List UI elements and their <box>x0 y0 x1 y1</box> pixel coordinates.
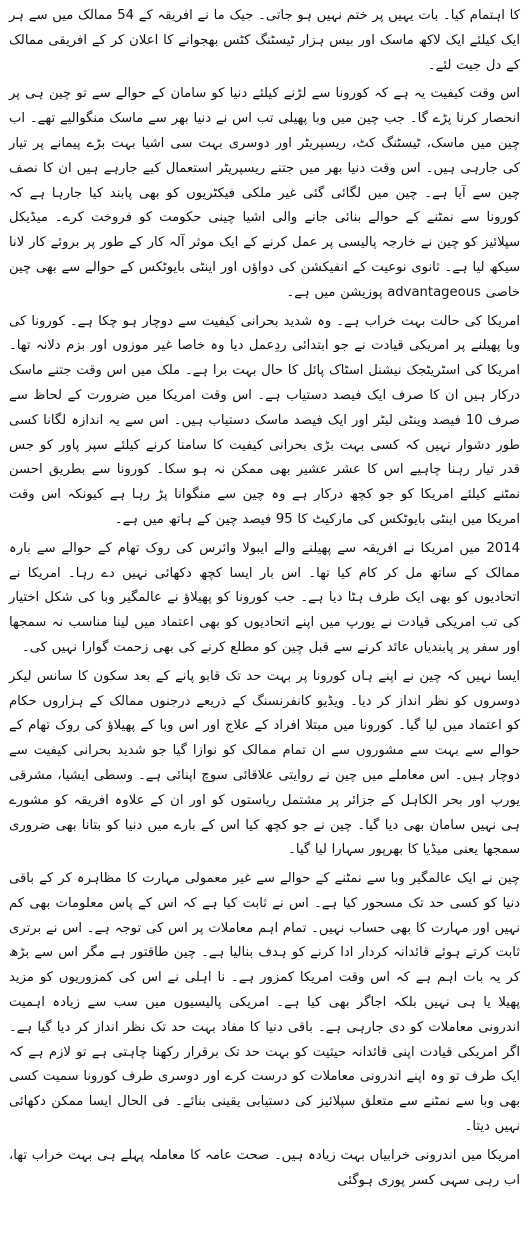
article-paragraph-5: ایسا نہیں کہ چین نے اپنے ہاں کورونا پر بہت حد تک قابو پانے کے بعد سکون کا سانس لیکر دوسروں کو نظر انداز کر دیا۔ ویڈیو کانفرنسنگ کے ذریعے درجنوں ممالک کے ہزاروں حکام کو اعتماد میں لیا گیا۔ کورونا میں مبتلا افراد کے علاج اور اس وبا کے پھیلاؤ کی روک تھام کے حوالے سے بہت سے مشوروں سے ان تمام ممالک کو نوازا گیا جو شدید بحرانی کیفیت سے دوچار ہیں۔ اس معاملے میں چین نے روایتی علاقائی سوچ اپنائی ہے۔ وسطی ایشیا، مشرقی یورپ اور بحر الکاہل کے جزائر پر مشتمل ریاستوں کو اور ان کے علاوہ افریقہ کو مشورے ہی نہیں سامان بھی دیا گیا۔ چین نے جو کچھ کیا اس کے بارے میں دنیا کو بتانا بھی ضروری سمجھا یعنی میڈیا کا بھرپور سہارا لیا گیا۔ <box>9 668 520 858</box>
article-paragraph-4: 2014 میں امریکا نے افریقہ سے پھیلنے والے ایبولا وائرس کی روک تھام کے حوالے سے بارہ ممالک کے ساتھ مل کر کام کیا تھا۔ اس بار ایسا کچھ دکھائی نہیں دے رہا۔ امریکا نے اتحادیوں کو بھی ایک طرف ہٹا دیا ہے۔ جب کورونا کو پھیلاؤ نے عالمگیر وبا کی شکل اختیار کی تب امریکی قیادت نے یورپ میں اپنے اتحادیوں کو بھی اعتماد میں لینا مناسب نہ سمجھا اور سفر پر پابندیاں عائد کرنے سے قبل چین کو مطلع کرنے کی بھی زحمت گوارا نہیں کی۔ <box>9 540 520 655</box>
article-paragraph-3: امریکا کی حالت بہت خراب ہے۔ وہ شدید بحرانی کیفیت سے دوچار ہو چکا ہے۔ کورونا کی وبا پھیلنے پر امریکی قیادت نے جو ابتدائی ردِعمل دیا وہ خاصا غیر موزوں اور بزم دلانہ تھا۔ امریکا کی اسٹریٹجک نیشنل اسٹاک پائل کا حال بہت برا ہے۔ ملک میں اس وقت جتنے ماسک درکار ہیں ان کا صرف ایک فیصد دستیاب ہے۔ اس وقت امریکا میں ضرورت کے لحاظ سے صرف 10 فیصد وینٹی لیٹر اور ایک فیصد ماسک دستیاب ہیں۔ اس سے یہ اندازہ لگانا کسی طور دشوار نہیں کہ کسی بہت بڑی بحرانی کیفیت کا سامنا کرنے کیلئے سپر پاور کو جس قدر تیار رہنا چاہیے اس کا عشر عشیر بھی ممکن نہ ہو سکا۔ کورونا سے بطریق احسن نمٹنے کیلئے امریکا کو جو کچھ درکار ہے وہ چین سے منگوانا پڑ رہا ہے کیونکہ اس وقت امریکا میں اینٹی بایوٹکس کی مارکیٹ کا 95 فیصد چین کے ہاتھ میں ہے۔ <box>9 313 520 527</box>
article-paragraph-2: اس وقت کیفیت یہ ہے کہ کورونا سے لڑنے کیلئے دنیا کو سامان کے حوالے سے تو چین ہی پر انحصار کرنا پڑے گا۔ جب چین میں وبا پھیلی تب اس نے دنیا بھر سے ماسک منگوالیے تھے۔ اب چین میں ماسک، ٹیسٹنگ کٹ، ریسپریٹر اور دوسری بہت سی اشیا بہت بڑے پیمانے پر تیار کی جارہی ہیں۔ اس وقت دنیا بھر میں جتنے ریسپریٹر استعمال کیے جارہے ہیں ان کا نصف چین سے آیا ہے۔ چین میں لگائی گئی غیر ملکی فیکٹریوں کو بھی پابند کیا جارہا ہے کہ کورونا سے نمٹنے کے حوالے بنائی جانے والی اشیا چینی حکومت کو فروخت کرے۔ میڈیکل سپلائیز کو چین نے خارجہ پالیسی پر عمل کرنے کے ایک موثر آلہ کار کے طور پر بروئے کار لانا سیکھ لیا ہے۔ ثانوی نوعیت کے انفیکشن کی دواؤں اور اینٹی بایوٹکس کے حوالے سے بھی چین خاصی advantageous پوزیشن میں ہے۔ <box>9 86 520 300</box>
article-paragraph-7: امریکا میں اندرونی خرابیاں بہت زیادہ ہیں۔ صحت عامہ کا معاملہ پہلے ہی بہت خراب تھا، اب رہی سہی کسر پوری ہوگئی <box>9 1147 520 1188</box>
article-paragraph-1: کا اہتمام کیا۔ بات یہیں پر ختم نہیں ہو جاتی۔ جیک ما نے افریقہ کے 54 ممالک میں سے ہر ایک کیلئے ایک لاکھ ماسک اور بیس ہزار ٹیسٹنگ کٹس بھجوانے کا اعلان کر کے افریقی ممالک کے دل جیت لئے۔ <box>9 8 520 73</box>
article-paragraph-6: چین نے ایک عالمگیر وبا سے نمٹنے کے حوالے سے غیر معمولی مہارت کا مظاہرہ کر کے باقی دنیا کو کسی حد تک مسحور کیا ہے۔ اس نے ثابت کیا ہے کہ اس کے پاس معلومات بھی کم نہیں اور مہارت کا بھی حساب نہیں۔ تمام اہم معاملات پر اس کی توجہ ہے۔ اس نے برتری ثابت کرتے ہوئے قائدانہ کردار ادا کرنے کو ہدف بنالیا ہے۔ چین طاقتور ہے مگر اس سے بڑھ کر یہ بات اہم ہے کہ اس وقت امریکا کمزور ہے۔ نا اہلی نے اس کی کمزوریوں کو مزید پھیلا یا ہی نہیں بلکہ اجاگر بھی کیا ہے۔ امریکی پالیسیوں میں سب سے زیادہ اہمیت اندرونی معاملات کو دی جارہی ہے۔ باقی دنیا کا مفاد بہت حد تک نظر انداز کر دیا گیا ہے۔ اگر امریکی قیادت اپنی قائدانہ حیثیت کو بہت حد تک برقرار رکھنا چاہتی ہے تو لازم ہے کہ ایک طرف تو وہ اپنے اندرونی معاملات کو درست کرے اور دوسری طرف کورونا سمیت کسی بھی وبا سے نمٹنے سے متعلق سپلائیز کی دستیابی یقینی بنائے۔ فی الحال ایسا ممکن دکھائی نہیں دیتا۔ <box>9 871 520 1135</box>
